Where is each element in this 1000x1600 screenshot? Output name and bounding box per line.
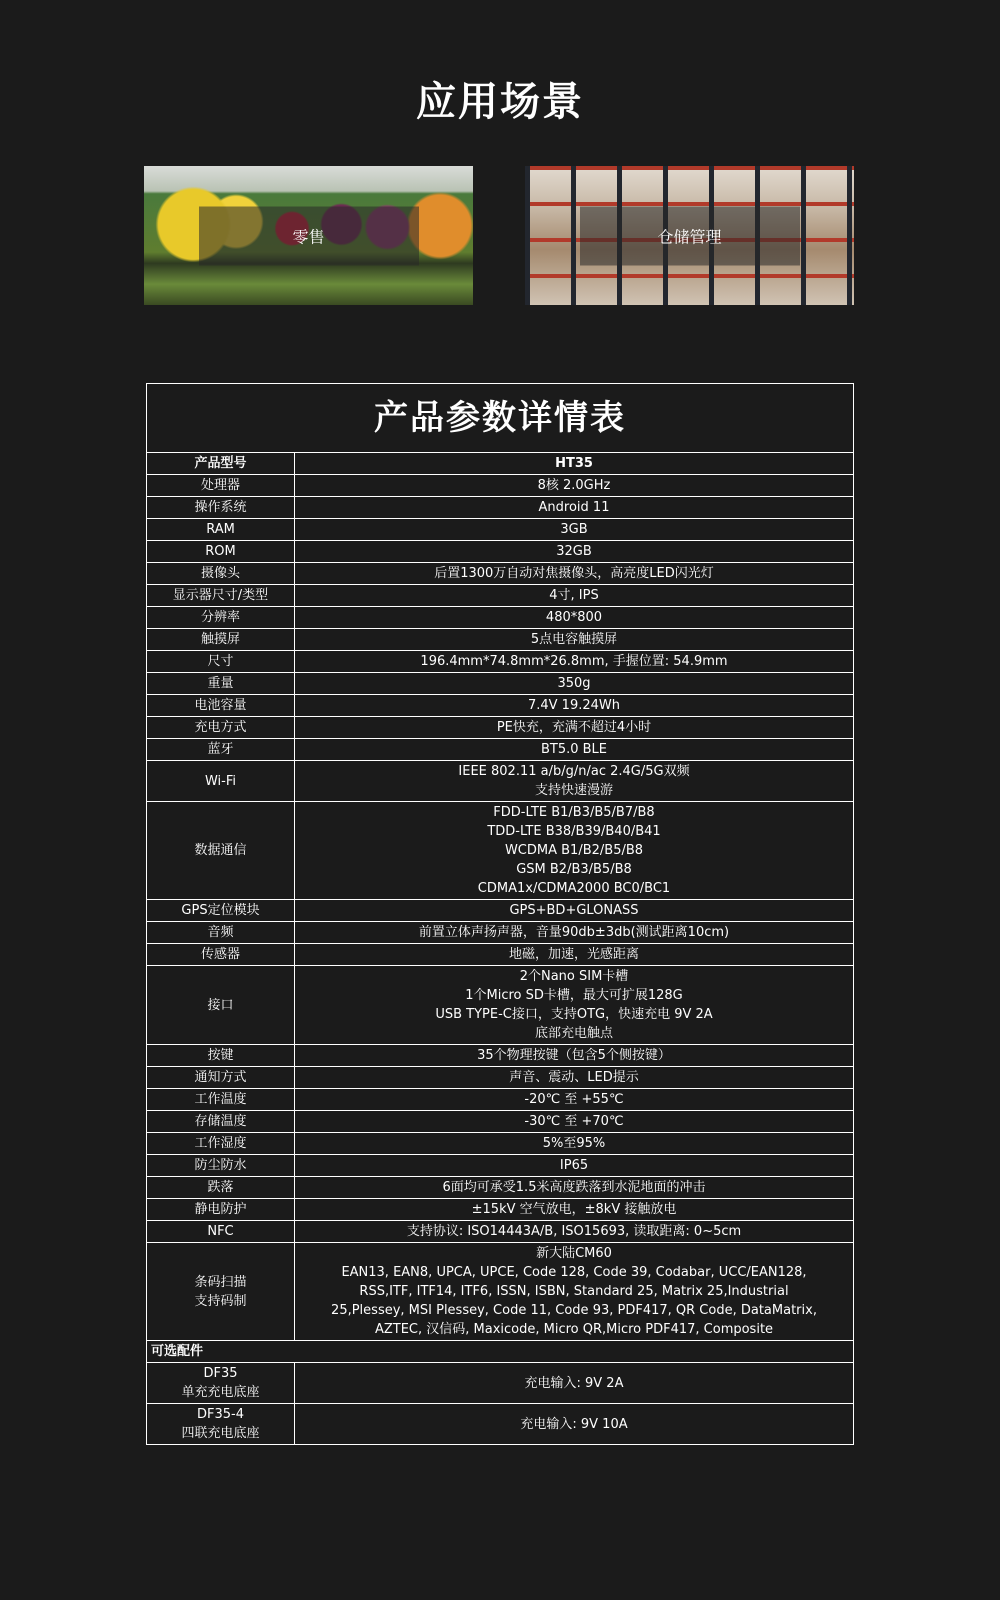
- accessory-label-line: DF35: [203, 1366, 238, 1381]
- table-row: [147, 739, 853, 761]
- scene-image-warehouse: [525, 166, 854, 305]
- table-row: [147, 966, 853, 1045]
- spec-value-line: PE快充，充满不超过4小时: [496, 720, 652, 735]
- spec-label: 触摸屏: [147, 629, 295, 651]
- table-row: [147, 1221, 853, 1243]
- spec-value: [295, 1133, 854, 1155]
- spec-value-line: 5%至95%: [542, 1136, 606, 1151]
- table-row: [147, 475, 853, 497]
- spec-value: [295, 629, 854, 651]
- spec-value: [295, 966, 854, 1045]
- spec-label: 处理器: [147, 475, 295, 497]
- scene-label-warehouse: 仓储管理: [580, 206, 800, 265]
- spec-value-line: 6面均可承受1.5米高度跌落到水泥地面的冲击: [442, 1180, 706, 1195]
- spec-value: [295, 1243, 854, 1341]
- spec-value-line: HT35: [555, 456, 593, 471]
- spec-value-line: IEEE 802.11 a/b/g/n/ac 2.4G/5G双频: [458, 764, 690, 779]
- spec-value-line: 7.4V 19.24Wh: [527, 698, 620, 713]
- spec-value: [295, 453, 854, 475]
- spec-label: 静电防护: [147, 1199, 295, 1221]
- table-row: [147, 695, 853, 717]
- table-row: [147, 802, 853, 900]
- spec-value-line: 支持快速漫游: [534, 783, 613, 798]
- spec-value-line: GPS+BD+GLONASS: [509, 903, 639, 918]
- spec-value: [295, 761, 854, 802]
- spec-value-line: EAN13, EAN8, UPCA, UPCE, Code 128, Code 39, Codabar, UCC/EAN128,: [341, 1265, 807, 1280]
- spec-value: [295, 541, 854, 563]
- spec-value-line: WCDMA B1/B2/B5/B8: [504, 843, 644, 858]
- table-row: [147, 1045, 853, 1067]
- table-row: [147, 1243, 853, 1341]
- accessory-value-line: 充电输入: 9V 10A: [520, 1416, 628, 1432]
- table-row: [147, 673, 853, 695]
- spec-label: NFC: [147, 1221, 295, 1243]
- spec-label: 产品型号: [147, 453, 295, 475]
- table-row: [147, 497, 853, 519]
- spec-label: 跌落: [147, 1177, 295, 1199]
- spec-label: 防尘防水: [147, 1155, 295, 1177]
- spec-grid: [147, 453, 853, 1444]
- table-row: [147, 1155, 853, 1177]
- spec-value: [295, 585, 854, 607]
- spec-table: [146, 383, 854, 1445]
- spec-label-line: 支持码制: [194, 1293, 247, 1309]
- spec-value-line: 3GB: [560, 522, 588, 537]
- table-row: [147, 607, 853, 629]
- spec-value-line: 32GB: [556, 544, 592, 559]
- accessories-heading: 可选配件: [147, 1341, 853, 1363]
- spec-value-line: GSM B2/B3/B5/B8: [516, 862, 632, 877]
- spec-value-line: CDMA1x/CDMA2000 BC0/BC1: [477, 881, 671, 896]
- scene-label-retail: 零售: [199, 206, 419, 265]
- table-row: [147, 541, 853, 563]
- spec-value-line: 后置1300万自动对焦摄像头，高亮度LED闪光灯: [434, 566, 714, 581]
- spec-value-line: 前置立体声扬声器，音量90db±3db(测试距离10cm): [418, 925, 730, 940]
- accessory-value: [295, 1363, 854, 1404]
- accessory-label-line: 四联充电底座: [181, 1426, 260, 1441]
- spec-label: 重量: [147, 673, 295, 695]
- spec-value: [295, 563, 854, 585]
- spec-value: [295, 607, 854, 629]
- table-row: [147, 900, 853, 922]
- spec-label-line: 条码扫描: [194, 1274, 247, 1290]
- accessory-row: [147, 1363, 853, 1404]
- spec-value: [295, 497, 854, 519]
- spec-value-line: 480*800: [545, 610, 603, 625]
- spec-label: 摄像头: [147, 563, 295, 585]
- table-row: [147, 629, 853, 651]
- accessory-label: [147, 1363, 295, 1404]
- spec-label: [147, 1243, 295, 1341]
- table-title: 产品参数详情表: [147, 384, 853, 453]
- spec-label: 传感器: [147, 944, 295, 966]
- spec-value: [295, 1221, 854, 1243]
- spec-value-line: 4寸, IPS: [549, 588, 599, 603]
- spec-value-line: 1个Micro SD卡槽，最大可扩展128G: [465, 988, 683, 1003]
- spec-label: 工作温度: [147, 1089, 295, 1111]
- spec-label: 数据通信: [147, 802, 295, 900]
- spec-value-line: 350g: [557, 676, 591, 691]
- spec-label: 通知方式: [147, 1067, 295, 1089]
- spec-value-line: 196.4mm*74.8mm*26.8mm, 手握位置: 54.9mm: [420, 654, 728, 669]
- spec-value-line: 新大陆CM60: [536, 1246, 612, 1261]
- spec-value: [295, 1089, 854, 1111]
- spec-value: [295, 673, 854, 695]
- table-row: [147, 563, 853, 585]
- accessory-value-line: 充电输入: 9V 2A: [524, 1375, 624, 1391]
- spec-label: GPS定位模块: [147, 900, 295, 922]
- spec-value-line: 5点电容触摸屏: [530, 632, 618, 647]
- table-row: [147, 453, 853, 475]
- spec-value-line: FDD-LTE B1/B3/B5/B7/B8: [493, 805, 655, 820]
- spec-label: RAM: [147, 519, 295, 541]
- spec-value-line: 底部充电触点: [534, 1026, 613, 1041]
- spec-value-line: IP65: [559, 1158, 589, 1173]
- table-row: [147, 761, 853, 802]
- table-row: [147, 1089, 853, 1111]
- spec-value: [295, 1199, 854, 1221]
- spec-value: [295, 1155, 854, 1177]
- spec-label: 按键: [147, 1045, 295, 1067]
- spec-label: 尺寸: [147, 651, 295, 673]
- table-row: [147, 1111, 853, 1133]
- spec-label: 电池容量: [147, 695, 295, 717]
- spec-value: [295, 944, 854, 966]
- spec-value-line: 支持协议: ISO14443A/B, ISO15693, 读取距离: 0~5cm: [406, 1224, 742, 1239]
- spec-value: [295, 922, 854, 944]
- table-row: [147, 1067, 853, 1089]
- spec-value-line: USB TYPE-C接口，支持OTG，快速充电 9V 2A: [435, 1007, 713, 1022]
- spec-value-line: 35个物理按键（包含5个侧按键）: [477, 1048, 671, 1063]
- spec-value-line: AZTEC, 汉信码, Maxicode, Micro QR,Micro PDF417, Composite: [374, 1322, 774, 1337]
- table-row: [147, 922, 853, 944]
- spec-label: 接口: [147, 966, 295, 1045]
- accessory-label: [147, 1404, 295, 1445]
- spec-value-line: BT5.0 BLE: [540, 742, 608, 757]
- accessories-heading-row: [147, 1341, 853, 1363]
- table-row: [147, 585, 853, 607]
- spec-value: [295, 519, 854, 541]
- spec-value-line: TDD-LTE B38/B39/B40/B41: [487, 824, 661, 839]
- spec-value: [295, 1045, 854, 1067]
- table-row: [147, 651, 853, 673]
- spec-label: 充电方式: [147, 717, 295, 739]
- spec-label: Wi-Fi: [147, 761, 295, 802]
- spec-value-line: -20℃ 至 +55℃: [524, 1092, 624, 1107]
- table-row: [147, 717, 853, 739]
- spec-value-line: 8核 2.0GHz: [537, 478, 611, 493]
- spec-value-line: 地磁，加速，光感距离: [508, 947, 639, 962]
- spec-value: [295, 1067, 854, 1089]
- spec-label: 蓝牙: [147, 739, 295, 761]
- spec-value: [295, 1111, 854, 1133]
- spec-label: 显示器尺寸/类型: [147, 585, 295, 607]
- spec-label: 分辨率: [147, 607, 295, 629]
- spec-value-line: 25,Plessey, MSI Plessey, Code 11, Code 93, PDF417, QR Code, DataMatrix,: [331, 1303, 817, 1318]
- spec-value-line: RSS,ITF, ITF14, ITF6, ISSN, ISBN, Standard 25, Matrix 25,Industrial: [359, 1284, 789, 1299]
- table-row: [147, 1133, 853, 1155]
- spec-value-line: -30℃ 至 +70℃: [524, 1114, 624, 1129]
- table-row: [147, 1177, 853, 1199]
- spec-value: [295, 475, 854, 497]
- spec-value-line: 2个Nano SIM卡槽: [519, 969, 629, 984]
- accessory-label-line: 单充充电底座: [181, 1385, 260, 1400]
- accessory-value: [295, 1404, 854, 1445]
- spec-value: [295, 1177, 854, 1199]
- table-row: [147, 519, 853, 541]
- spec-value: [295, 717, 854, 739]
- spec-value: [295, 900, 854, 922]
- spec-label: 工作湿度: [147, 1133, 295, 1155]
- table-row: [147, 944, 853, 966]
- spec-value: [295, 739, 854, 761]
- accessory-row: [147, 1404, 853, 1445]
- spec-value: [295, 651, 854, 673]
- spec-value: [295, 695, 854, 717]
- table-row: [147, 1199, 853, 1221]
- spec-value: [295, 802, 854, 900]
- scene-image-retail: [144, 166, 473, 305]
- accessory-label-line: DF35-4: [197, 1407, 244, 1422]
- spec-label: 音频: [147, 922, 295, 944]
- spec-value-line: ±15kV 空气放电，±8kV 接触放电: [471, 1202, 677, 1217]
- spec-label: ROM: [147, 541, 295, 563]
- section-title: 应用场景: [416, 79, 584, 125]
- spec-value-line: Android 11: [538, 500, 610, 515]
- spec-label: 操作系统: [147, 497, 295, 519]
- spec-value-line: 声音、震动、LED提示: [509, 1070, 639, 1085]
- spec-label: 存储温度: [147, 1111, 295, 1133]
